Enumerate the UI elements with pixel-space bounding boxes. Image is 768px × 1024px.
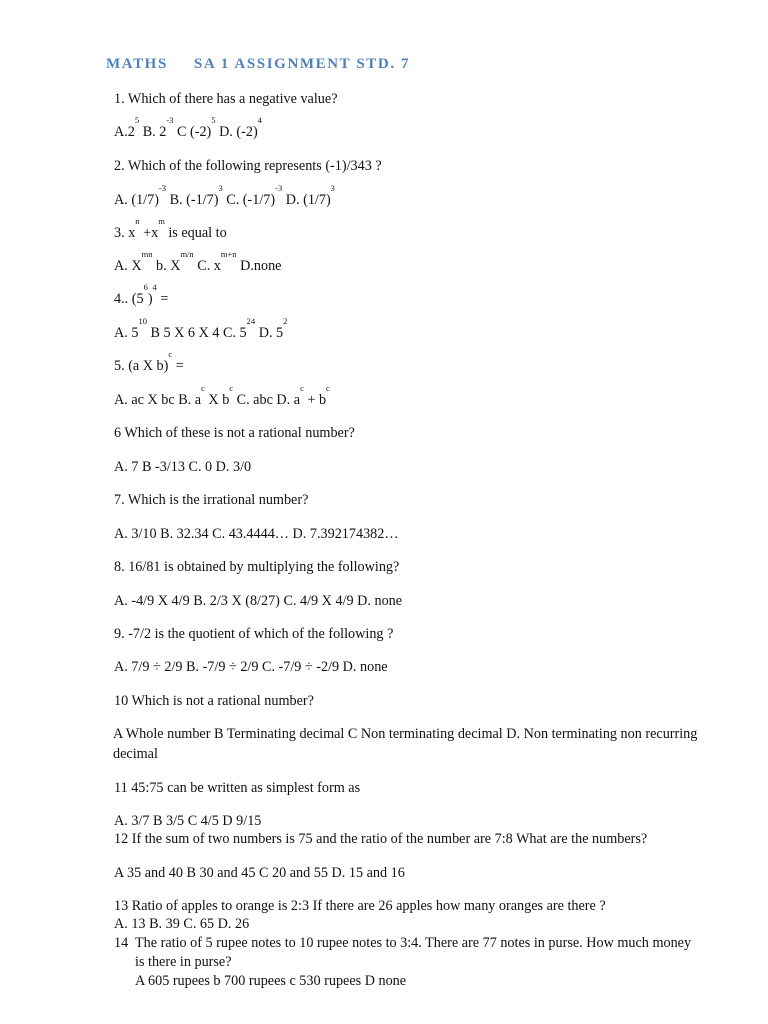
answer-3: A. $X^{mn}$ b. $X^{m/n}$ C. $x^{m+n}$ D.none (114, 249, 282, 274)
question-2: 2. Which of the following represents (-1)/343 ? (114, 158, 382, 174)
answer-5: A. ac X bc B. $a^c$ X $b^c$ C. abc D. $a^c + b^c$ (114, 383, 330, 408)
title-subject: MATHS (106, 56, 168, 72)
question-3: 3. $x^n +x^m$ is equal to (114, 216, 227, 241)
question-14-line-2: is there in purse? (135, 954, 232, 970)
answer-6: A. 7 B -3/13 C. 0 D. 3/0 (114, 459, 252, 475)
page-title (106, 56, 410, 73)
answer-4: A. $5^{10}$ B 5 X 6 X 4 C. $5^{24}$ D. $5^2$ (114, 316, 288, 341)
answer-2: A. $(1/7)^{-3}$ B. $(-1/7)^3$ C. $(-1/7)^{-3}$ D. $(1/7)^3$ (114, 183, 335, 208)
answer-11: A. 3/7 B 3/5 C 4/5 D 9/15 (114, 813, 262, 829)
question-14-number: 14 (114, 935, 129, 951)
answer-10: A Whole number B Terminating decimal C Non terminating decimal D. Non terminating non recurring decimal (113, 726, 698, 762)
answer-8: A. -4/9 X 4/9 B. 2/3 X (8/27) C. 4/9 X 4/9 D. none (114, 593, 403, 609)
question-9: 9. -7/2 is the quotient of which of the following ? (114, 626, 394, 642)
question-14-line-1: The ratio of 5 rupee notes to 10 rupee notes to 3:4. There are 77 notes in purse. How much money (135, 935, 692, 951)
question-7: 7. Which is the irrational number? (114, 492, 309, 508)
answer-1: $A.2^5$ B. $2^{-3}$ C $(-2)^5$ D. $(-2)^4$ (114, 115, 262, 140)
question-11: 11 45:75 can be written as simplest form as (114, 780, 361, 796)
answer-12: A 35 and 40 B 30 and 45 C 20 and 55 D. 15 and 16 (114, 865, 405, 881)
answer-13: A. 13 B. 39 C. 65 D. 26 (114, 916, 250, 932)
question-8: 8. 16/81 is obtained by multiplying the following? (114, 559, 400, 575)
question-4: 4.. $(5^6)^4$ = (114, 282, 169, 307)
question-1: 1. Which of there has a negative value? (114, 91, 338, 107)
question-12: 12 If the sum of two numbers is 75 and the ratio of the number are 7:8 What are the numbers? (114, 831, 648, 847)
answer-7: A. 3/10 B. 32.34 C. 43.4444… D. 7.392174382… (114, 526, 399, 542)
question-13: 13 Ratio of apples to orange is 2:3 If there are 26 apples how many oranges are there ? (114, 898, 606, 914)
answer-14: A 605 rupees b 700 rupees c 530 rupees D none (135, 973, 407, 989)
title-assignment: SA 1 ASSIGNMENT STD. 7 (193, 56, 411, 72)
answer-9: A. 7/9 ÷ 2/9 B. -7/9 ÷ 2/9 C. -7/9 ÷ -2/9 D. none (114, 659, 388, 675)
question-5: 5. (a X b)$^c$ = (114, 349, 184, 374)
question-6: 6 Which of these is not a rational number? (114, 425, 355, 441)
question-10: 10 Which is not a rational number? (114, 693, 314, 709)
